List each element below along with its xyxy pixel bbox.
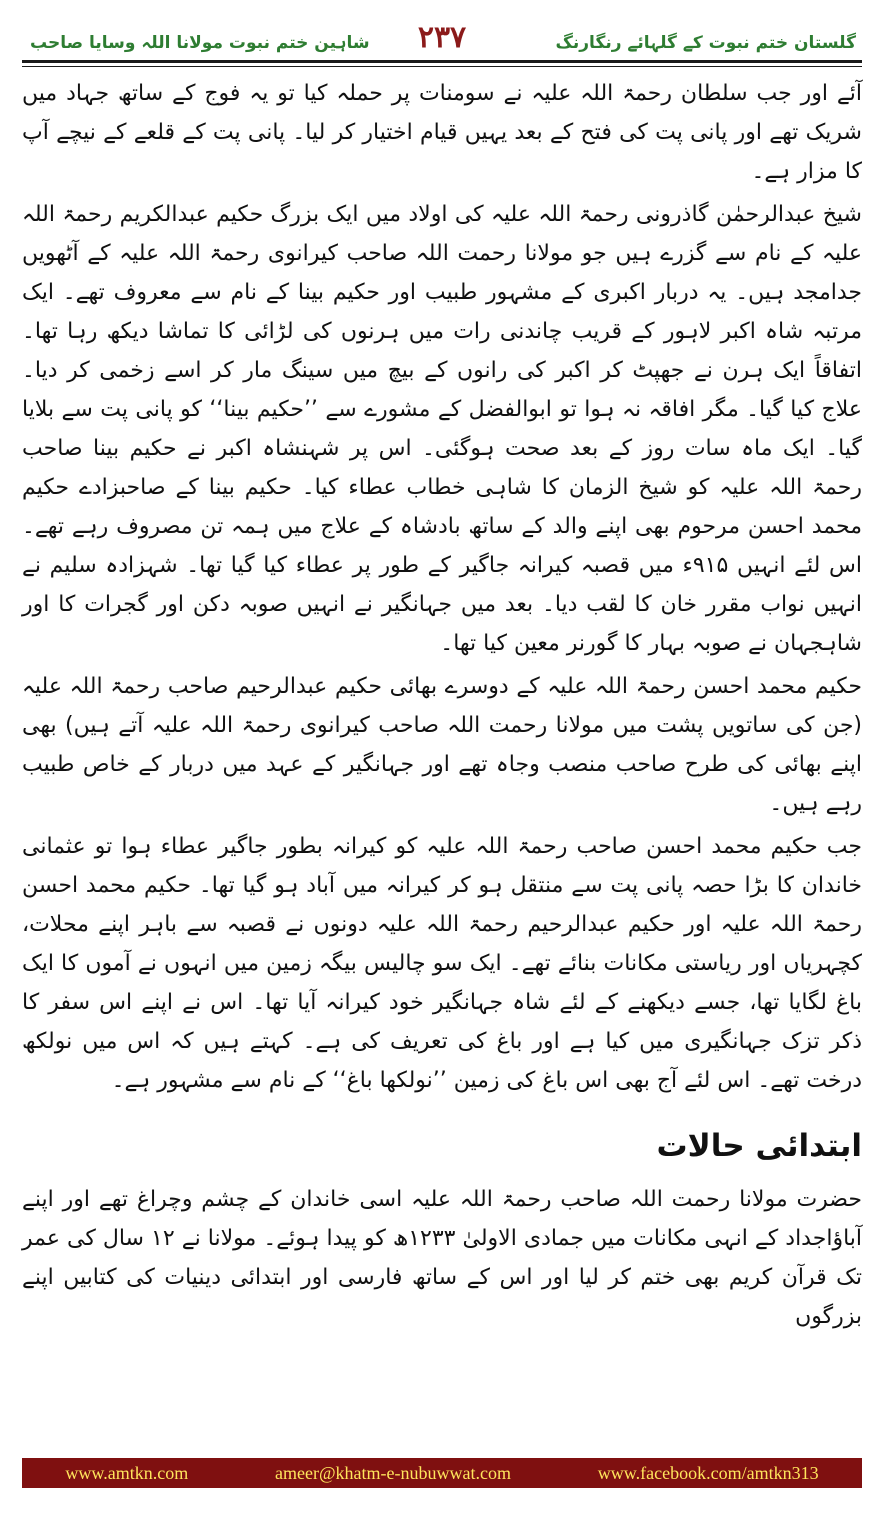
page-footer: [22, 1458, 862, 1488]
paragraph: جب حکیم محمد احسن صاحب رحمۃ اللہ علیہ کو کیرانہ بطور جاگیر عطاء ہوا تو عثمانی خاندان کا بڑا حصہ پانی پت سے منتقل ہو کر کیرانہ میں آباد ہو گیا تھا۔ حکیم محمد احسن رحمۃ اللہ علیہ اور حکیم عبدالرحیم رحمۃ اللہ علیہ دونوں نے قصبہ سے باہر اپنے محلات، کچہریاں اور ریاستی مکانات بنائے تھے۔ ایک سو چالیس بیگہ زمین میں انہوں نے آموں کا ایک باغ لگایا تھا، جسے دیکھنے کے لئے شاہ جہانگیر خود کیرانہ آیا تھا۔ اس نے اپنے اس سفر کا ذکر تزک جہانگیری میں کیا ہے اور باغ کی تعریف کی ہے۔ کہتے ہیں کہ اس میں نولکھ درخت تھے۔ اس لئے آج بھی اس باغ کی زمین ’’نولکھا باغ‘‘ کے نام سے مشہور ہے۔: [22, 834, 862, 1093]
header-divider-thin: [22, 66, 862, 67]
paragraph: آئے اور جب سلطان رحمۃ اللہ علیہ نے سومنات پر حملہ کیا تو یہ فوج کے ساتھ جہاد میں شریک تھے اور پانی پت کی فتح کے بعد یہیں قیام اختیار کر لیا۔ پانی پت کے قلعے کے نیچے آپ کا مزار ہے۔: [22, 81, 862, 184]
page-number: ۲۳۷: [417, 20, 467, 55]
header-author: شاہین ختم نبوت مولانا اللہ وسایا صاحب: [30, 33, 370, 53]
header-divider: [22, 60, 862, 63]
footer-email-link[interactable]: ameer@khatm-e-nubuwwat.com: [275, 1462, 511, 1483]
page-body: [22, 74, 862, 1340]
header-book-title: گلستان ختم نبوت کے گلہائے رنگارنگ: [555, 33, 856, 53]
footer-facebook-link[interactable]: www.facebook.com/amtkn313: [597, 1462, 819, 1483]
paragraph: شیخ عبدالرحمٰن گاذرونی رحمۃ اللہ علیہ کی اولاد میں ایک بزرگ حکیم عبدالکریم رحمۃ اللہ علیہ کے نام سے گزرے ہیں جو مولانا رحمت اللہ صاحب کیرانوی رحمۃ اللہ علیہ کے آٹھویں جدامجد ہیں۔ یہ دربار اکبری کے مشہور طبیب اور حکیم بینا کے نام سے معروف تھے۔ ایک مرتبہ شاہ اکبر لاہور کے قریب چاندنی رات میں ہرنوں کی لڑائی کا تماشا دیکھ رہا تھا۔ اتفاقاً ایک ہرن نے جھپٹ کر اکبر کی رانوں کے بیچ میں سینگ مار کر اسے زخمی کر دیا۔ علاج کیا گیا۔ مگر افاقہ نہ ہوا تو ابوالفضل کے مشورے سے ’’حکیم بینا‘‘ کو پانی پت سے بلایا گیا۔ ایک ماہ سات روز کے بعد صحت ہوگئی۔ اس پر شہنشاہ اکبر نے حکیم بینا صاحب رحمۃ اللہ علیہ کو شیخ الزمان کا شاہی خطاب عطاء کیا۔ حکیم بینا کے صاحبزادے حکیم محمد احسن مرحوم بھی اپنے والد کے ساتھ بادشاہ کے علاج میں ہمہ تن مصروف رہے تھے۔ اس لئے انہیں ۹۱۵ء میں قصبہ کیرانہ جاگیر کے طور پر عطاء کیا گیا تھا۔ شہزادہ سلیم نے انہیں نواب مقرر خان کا لقب دیا۔ بعد میں جہانگیر نے انہیں صوبہ دکن اور گجرات کا اور شاہجہان نے صوبہ بہار کا گورنر معین کیا تھا۔: [22, 202, 862, 656]
footer-website-link[interactable]: www.amtkn.com: [65, 1462, 189, 1483]
paragraph: حکیم محمد احسن رحمۃ اللہ علیہ کے دوسرے بھائی حکیم عبدالرحیم صاحب رحمۃ اللہ علیہ (جن کی ساتویں پشت میں مولانا رحمت اللہ صاحب کیرانوی رحمۃ اللہ علیہ آتے ہیں) بھی اپنے بھائی کی طرح صاحب منصب وجاہ تھے اور جہانگیر کے عہد میں دربار کے خاص طبیب رہے ہیں۔: [22, 674, 862, 816]
paragraph: حضرت مولانا رحمت اللہ صاحب رحمۃ اللہ علیہ اسی خاندان کے چشم وچراغ تھے اور اپنے آباؤاجداد کے انہی مکانات میں جمادی الاولیٰ ۱۲۳۳ھ کو پیدا ہوئے۔ مولانا نے ۱۲ سال کی عمر تک قرآن کریم بھی ختم کر لیا اور اس کے ساتھ فارسی اور ابتدائی دینیات کی کتابیں اپنے بزرگوں: [22, 1187, 863, 1329]
section-heading: ابتدائی حالات: [656, 1128, 862, 1164]
